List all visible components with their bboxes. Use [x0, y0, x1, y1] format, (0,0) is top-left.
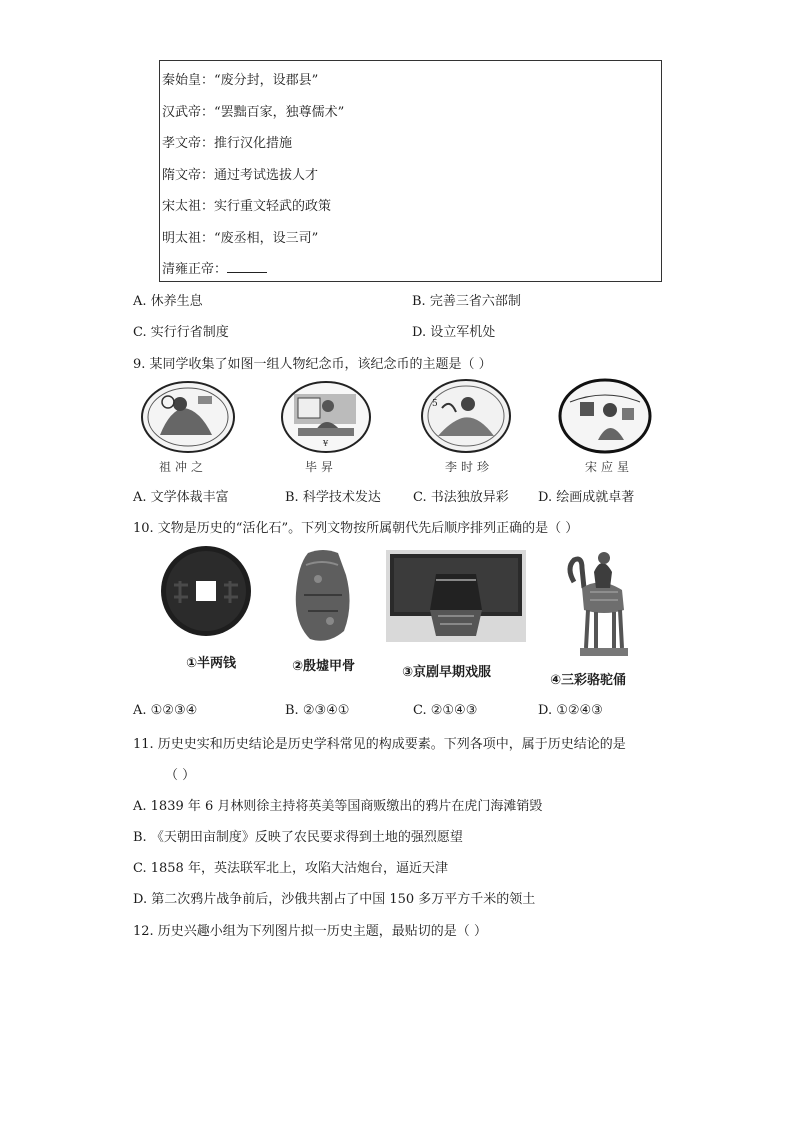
q8-option-b[interactable]: B. 完善三省六部制 [412, 294, 521, 309]
q10-stem: 10. 文物是历史的“活化石”。下列文物按所属朝代先后顺序排列正确的是（ ） [133, 521, 579, 536]
q11-option-a[interactable]: A. 1839 年 6 月林则徐主持将英美等国商贩缴出的鸦片在虎门海滩销毁 [133, 799, 543, 814]
coin-label: 李时珍 [445, 460, 494, 474]
q10-option-b[interactable]: B. ②③④① [285, 703, 350, 718]
svg-text:¥: ¥ [323, 439, 329, 448]
tricolor-camel-image [560, 548, 640, 660]
q11-option-b[interactable]: B. 《天朝田亩制度》反映了农民要求得到土地的强烈愿望 [133, 830, 463, 845]
table-row-label: 清雍正帝： [162, 262, 228, 277]
opera-costume-image [386, 550, 526, 642]
coin-label: 宋应星 [585, 460, 634, 474]
q9-option-b[interactable]: B. 科学技术发达 [285, 490, 381, 505]
relic-label: ②殷墟甲骨 [292, 659, 356, 674]
q9-stem: 9. 某同学收集了如图一组人物纪念币，该纪念币的主题是（ ） [133, 357, 492, 372]
q8-option-d[interactable]: D. 设立军机处 [412, 325, 496, 340]
coin-label: 毕昇 [305, 460, 338, 474]
relic-label: ③京剧早期戏服 [402, 665, 492, 680]
relic-label: ①半两钱 [186, 656, 237, 671]
table-row: 秦始皇：“废分封，设郡县” [162, 73, 319, 88]
table-row: 孝文帝：推行汉化措施 [162, 136, 293, 151]
dynasty-reform-table [159, 60, 662, 282]
coin-image-bi-sheng [280, 380, 372, 454]
table-row-last [162, 258, 267, 277]
q11-option-d[interactable]: D. 第二次鸦片战争前后，沙俄共割占了中国 150 多万平方千米的领土 [133, 892, 536, 907]
coin-label: 祖冲之 [159, 460, 208, 474]
q10-option-d[interactable]: D. ①②④③ [538, 703, 603, 718]
q12-stem: 12. 历史兴趣小组为下列图片拟一历史主题，最贴切的是（ ） [133, 924, 487, 939]
ban-liang-coin-image [160, 545, 252, 641]
table-row: 隋文帝：通过考试选拔人才 [162, 168, 319, 183]
q10-option-c[interactable]: C. ②①④③ [413, 703, 478, 718]
coin-image-song-yingxing [558, 378, 652, 454]
q8-option-a[interactable]: A. 休养生息 [133, 294, 203, 309]
q9-option-c[interactable]: C. 书法独放异彩 [413, 490, 509, 505]
q11-paren: （ ） [165, 768, 196, 783]
q11-option-c[interactable]: C. 1858 年，英法联军北上，攻陷大沽炮台，逼近天津 [133, 861, 448, 876]
table-row: 明太祖：“废丞相，设三司” [162, 231, 319, 246]
answer-blank [227, 260, 267, 273]
q9-option-d[interactable]: D. 绘画成就卓著 [538, 490, 635, 505]
q8-option-c[interactable]: C. 实行行省制度 [133, 325, 229, 340]
table-row: 汉武帝：“罢黜百家，独尊儒术” [162, 105, 345, 120]
q10-option-a[interactable]: A. ①②③④ [133, 703, 198, 718]
relic-label: ④三彩骆驼俑 [550, 673, 627, 688]
table-row: 宋太祖：实行重文轻武的政策 [162, 199, 332, 214]
coin-image-li-shizhen [420, 378, 512, 454]
q9-option-a[interactable]: A. 文学体裁丰富 [133, 490, 229, 505]
svg-text:5: 5 [432, 399, 438, 409]
coin-image-zu-chongzhi [140, 380, 236, 454]
oracle-bone-image [288, 545, 358, 647]
q11-stem: 11. 历史史实和历史结论是历史学科常见的构成要素。下列各项中，属于历史结论的是 [133, 737, 626, 752]
